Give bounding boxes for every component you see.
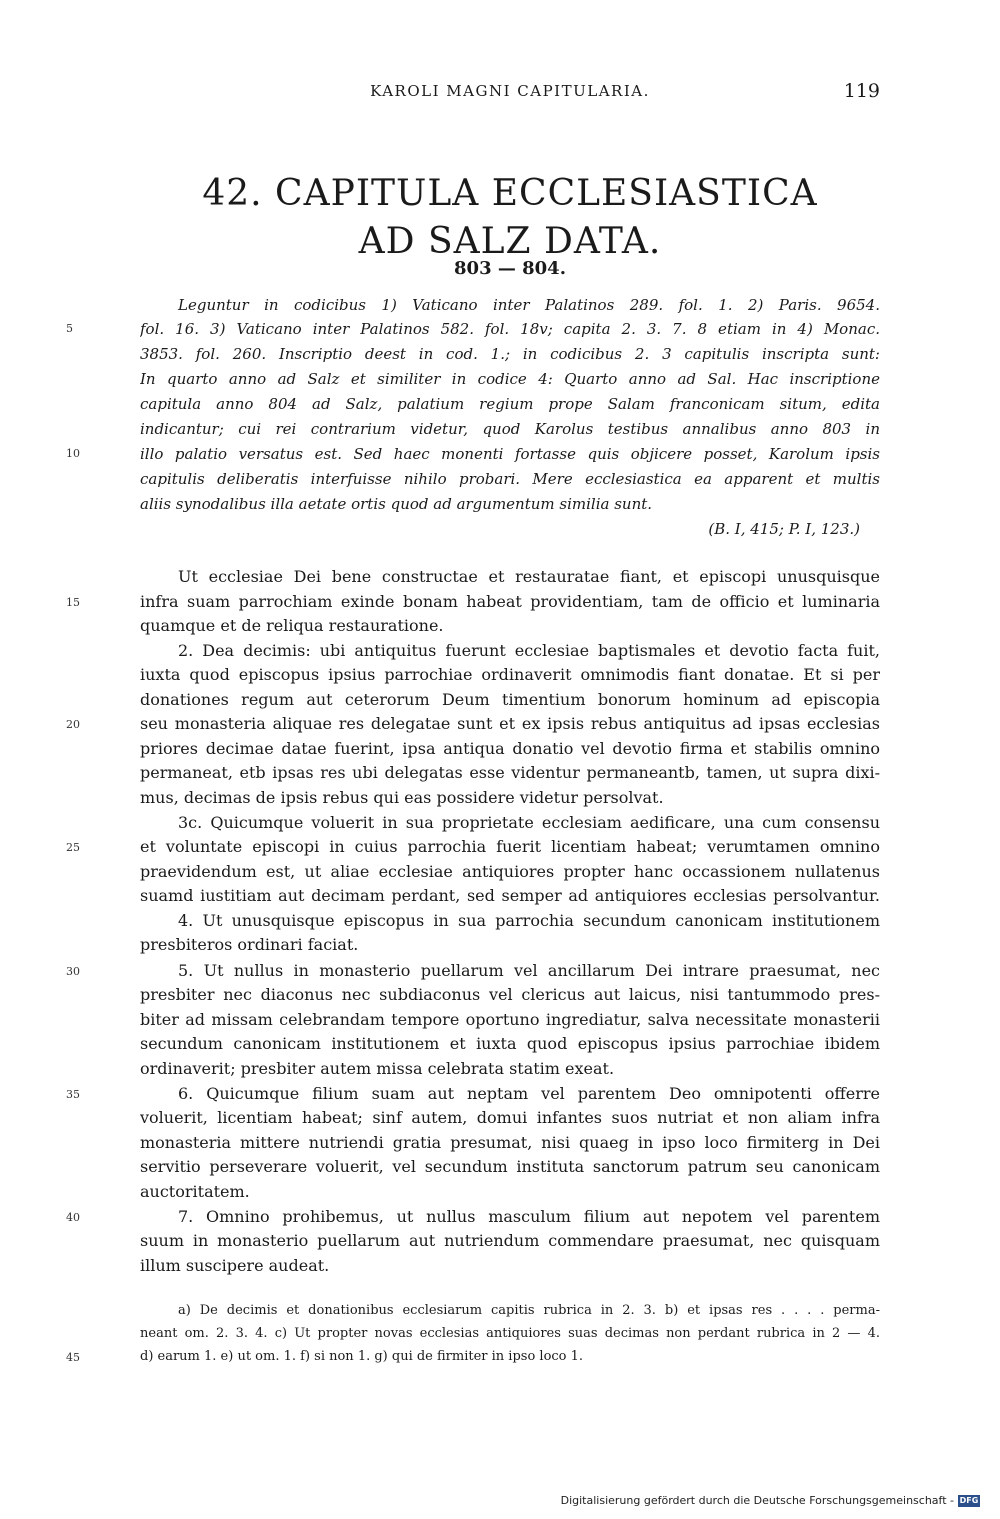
body-line: secundum canonicam institutionem et iuxta quod episcopus ipsius parrochiae ibidem (140, 1034, 880, 1053)
body-line: presbiter nec diaconus nec subdiaconus vel clericus aut laicus, nisi tantummodo pres- (140, 985, 880, 1004)
body-line: auctoritatem. (140, 1182, 250, 1201)
footnote-line: a) De decimis et donationibus ecclesiarum capitis rubrica in 2. 3. b) et ipsas res . . . . perma- (178, 1303, 880, 1318)
body-line: 3c. Quicumque voluerit in sua proprietate ecclesiam aedificare, una cum consensu (178, 813, 880, 832)
title-line-1: 42. CAPITULA ECCLESIASTICA (202, 173, 818, 214)
intro-line: 3853. fol. 260. Inscriptio deest in cod. 1.; in codicibus 2. 3 capitulis inscripta sunt: (140, 345, 880, 363)
document-title (140, 170, 880, 266)
body-line: 4. Ut unusquisque episcopus in sua parrochia secundum canonicam institutionem (178, 911, 880, 930)
intro-citation: (B. I, 415; P. I, 123.) (708, 520, 860, 538)
body-line: praevidendum est, ut aliae ecclesiae antiquiores propter hanc occassionem nullatenus (140, 862, 880, 881)
document-date: 803 — 804. (454, 258, 566, 279)
body-line: infra suam parrochiam exinde bonam habeat providentiam, tam de officio et luminaria (140, 592, 880, 611)
body-line: suum in monasterio puellarum aut nutriendum commendare praesumat, nec quisquam (140, 1231, 880, 1250)
footer-credit (561, 1494, 980, 1507)
intro-line: capitula anno 804 ad Salz, palatium regium prope Salam franconicam situm, edita (140, 395, 880, 413)
line-number: 45 (66, 1351, 80, 1364)
body-line: quamque et de reliqua restauratione. (140, 616, 444, 635)
line-number: 40 (66, 1211, 80, 1224)
line-number: 35 (66, 1088, 80, 1101)
body-line: monasteria mittere nutriendi gratia presumat, nisi quaeg in ipso loco firmiterg in Dei (140, 1133, 880, 1152)
body-line: mus, decimas de ipsis rebus qui eas possidere videtur persolvat. (140, 788, 664, 807)
running-head (140, 82, 880, 106)
intro-line: indicantur; cui rei contrarium videtur, quod Karolus testibus annalibus anno 803 in (140, 420, 880, 438)
body-line: Ut ecclesiae Dei bene constructae et restauratae fiant, et episcopi unusquisque (178, 567, 880, 586)
line-number: 15 (66, 596, 80, 609)
body-line: donationes regum aut ceterorum Deum timentium bonorum hominum ad episcopia (140, 690, 880, 709)
body-line: seu monasteria aliquae res delegatae sunt et ex ipsis rebus antiquitus ad ipsas ecclesias (140, 714, 880, 733)
dfg-logo: DFG (959, 1495, 979, 1505)
body-line: 2. Dea decimis: ubi antiquitus fuerunt ecclesiae baptismales et devotio facta fuit, (178, 641, 880, 660)
intro-line: aliis synodalibus illa aetate ortis quod ad argumentum similia sunt. (140, 495, 653, 513)
line-number: 20 (66, 718, 80, 731)
body-line: suamd iustitiam aut decimam perdant, sed semper ad antiquiores ecclesias persolvantur. (140, 886, 880, 905)
page-number: 119 (843, 80, 880, 102)
intro-line: In quarto anno ad Salz et similiter in codice 4: Quarto anno ad Sal. Hac inscriptione (140, 370, 880, 388)
intro-line: fol. 16. 3) Vaticano inter Palatinos 582. fol. 18v; capita 2. 3. 7. 8 etiam in 4) Monac. (140, 320, 880, 338)
body-line: illum suscipere audeat. (140, 1256, 330, 1275)
running-title: KAROLI MAGNI CAPITULARIA. (370, 82, 650, 100)
credit-text: Digitalisierung gefördert durch die Deutsche Forschungsgemeinschaft - (560, 1494, 954, 1507)
title-line-2: AD SALZ DATA. (358, 221, 662, 262)
body-line: priores decimae datae fuerint, ipsa antiqua donatio vel devotio firma et stabilis omnino (140, 739, 880, 758)
body-line: 7. Omnino prohibemus, ut nullus masculum filium aut nepotem vel parentem (178, 1207, 880, 1226)
footnote-line: neant om. 2. 3. 4. c) Ut propter novas ecclesias antiquiores suas decimas non perdant rubrica in 2 — 4. (140, 1326, 880, 1341)
line-number: 10 (66, 447, 80, 460)
body-line: presbiteros ordinari faciat. (140, 935, 359, 954)
body-line: iuxta quod episcopus ipsius parrochiae ordinaverit omnimodis fiant donatae. Et si per (140, 665, 880, 684)
intro-line: illo palatio versatus est. Sed haec monenti fortasse quis objicere posset, Karolum ipsis (140, 445, 880, 463)
intro-line: capitulis deliberatis interfuisse nihilo probari. Mere ecclesiastica ea apparent et multis (140, 470, 880, 488)
intro-line: Leguntur in codicibus 1) Vaticano inter Palatinos 289. fol. 1. 2) Paris. 9654. (178, 296, 880, 314)
body-line: servitio perseverare voluerit, vel secundum instituta sanctorum patrum seu canonicam (140, 1157, 880, 1176)
body-line: ordinaverit; presbiter autem missa celebrata statim exeat. (140, 1059, 615, 1078)
body-line: voluerit, licentiam habeat; sinf autem, domui infantes suos nutriat et non aliam infra (140, 1108, 880, 1127)
footnote-line: d) earum 1. e) ut om. 1. f) si non 1. g) qui de firmiter in ipso loco 1. (140, 1349, 584, 1364)
line-number: 5 (66, 322, 73, 335)
body-line: 6. Quicumque filium suam aut neptam vel parentem Deo omnipotenti offerre (178, 1084, 880, 1103)
body-line: 5. Ut nullus in monasterio puellarum vel ancillarum Dei intrare praesumat, nec (178, 961, 880, 980)
body-line: et voluntate episcopi in cuius parrochia fuerit licentiam habeat; verumtamen omnino (140, 837, 880, 856)
body-line: biter ad missam celebrandam tempore oportuno ingrediatur, salva necessitate monasterii (140, 1010, 880, 1029)
body-line: permaneat, etb ipsas res ubi delegatas esse videntur permaneantb, tamen, ut supra dixi- (140, 763, 880, 782)
line-number: 30 (66, 965, 80, 978)
line-number: 25 (66, 841, 80, 854)
